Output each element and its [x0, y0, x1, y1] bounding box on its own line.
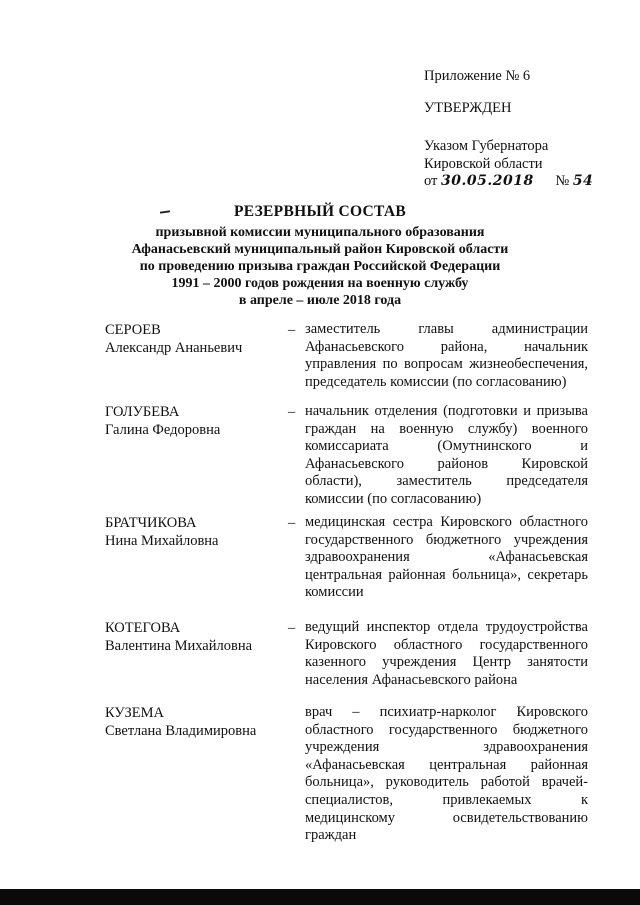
member-given-name: Галина Федоровна — [105, 422, 221, 438]
member-role: начальник отделения (подготовки и призыва граждан на военную службу) военного комиссариата (Омутнинского и Афанасьевского районов Кировской области), заместитель председателя комиссии (по согласованию) — [305, 403, 588, 507]
member-name — [105, 514, 285, 550]
date-prefix: от — [424, 173, 438, 189]
approved-label: УТВЕРЖДЕН — [424, 100, 512, 116]
decree-line-1: Указом Губернатора — [424, 138, 549, 154]
document-title: РЕЗЕРВНЫЙ СОСТАВ — [233, 203, 407, 220]
decree-line-2: Кировской области — [424, 156, 543, 172]
member-name — [105, 619, 285, 655]
member-role: медицинская сестра Кировского областного государственного бюджетного учреждения здравоохранения «Афанасьевская центральная районная больница», секретарь комиссии — [305, 514, 588, 601]
subtitle-line-2: Афанасьевский муниципальный район Кировской области — [131, 242, 509, 257]
member-name — [105, 704, 285, 740]
member-role: ведущий инспектор отдела трудоустройства Кировского областного государственного казенного учреждения Центр занятости населения Афанасьевского района — [305, 619, 588, 688]
member-surname: СЕРОЕВ — [105, 322, 161, 338]
decree-number: 54 — [572, 173, 594, 189]
subtitle-line-4: 1991 – 2000 годов рождения на военную службу — [171, 276, 469, 291]
decree-date: 30.05.2018 — [441, 173, 534, 189]
member-surname: БРАТЧИКОВА — [105, 515, 197, 531]
decree-date-line — [424, 172, 593, 190]
member-dash: – — [288, 620, 296, 636]
subtitle-line-1: призывной комиссии муниципального образования — [155, 225, 485, 240]
scan-edge-bar — [0, 889, 640, 905]
member-dash: – — [288, 515, 296, 531]
number-prefix: № — [555, 173, 570, 189]
member-given-name: Светлана Владимировна — [105, 723, 257, 739]
member-name — [105, 403, 285, 439]
member-dash: – — [288, 404, 296, 420]
member-role: врач – психиатр-нарколог Кировского областного государственного бюджетного учреждения здравоохранения «Афанасьевская центральная районная больница», руководитель работой врачей-специалистов, привлекаемых к медицинскому освидетельствованию граждан — [305, 704, 588, 844]
member-role: заместитель главы администрации Афанасьевского района, начальник управления по вопросам жизнеобеспечения, председатель комиссии (по согласованию) — [305, 321, 588, 390]
member-dash: – — [288, 322, 296, 338]
member-surname: КОТЕГОВА — [105, 620, 181, 636]
member-given-name: Александр Ананьевич — [105, 340, 243, 356]
member-given-name: Нина Михайловна — [105, 533, 219, 549]
subtitle-line-3: по проведению призыва граждан Российской Федерации — [139, 259, 501, 274]
member-name — [105, 321, 285, 357]
appendix-label: Приложение № 6 — [424, 68, 531, 84]
member-surname: КУЗЕМА — [105, 705, 164, 721]
member-given-name: Валентина Михайловна — [105, 638, 253, 654]
subtitle-line-5: в апреле – июле 2018 года — [238, 293, 402, 308]
member-surname: ГОЛУБЕВА — [105, 404, 180, 420]
